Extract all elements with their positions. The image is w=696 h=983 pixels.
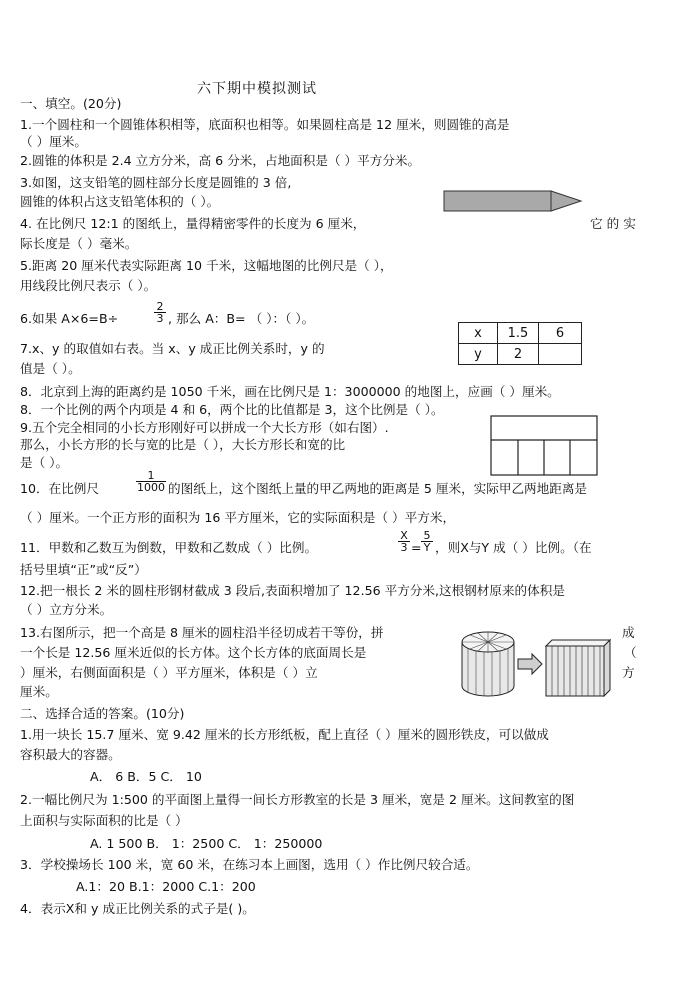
section-heading: 一、填空。(20分) [20, 96, 122, 111]
pencil-cylinder [444, 191, 551, 211]
question-line: 际长度是（ ）毫米。 [20, 236, 138, 251]
option-line: A． 6 B．5 C． 10 [90, 769, 202, 784]
question-line: ）厘米，右侧面面积是（ ）平方厘米，体积是（ ）立 [20, 665, 318, 680]
question-line: 那么，小长方形的长与宽的比是（ ），大长方形长和宽的比 [20, 437, 346, 452]
section-heading: 二、选择合适的答案。(10分) [20, 706, 185, 721]
option-line: A. 1 500 B． 1：2500 C． 1：250000 [90, 836, 323, 851]
question-line: 9.五个完全相同的小长方形刚好可以拼成一个大长方形（如右图）. [20, 420, 389, 435]
table-cell: y [459, 344, 498, 365]
question-line: 8．北京到上海的距离约是 1050 千米，画在比例尺是 1：3000000 的地图上，应画（ ）厘米。 [20, 384, 560, 399]
question-line: 圆锥的体积占这支铅笔体积的（ ）。 [20, 194, 220, 209]
question-line: 它 的 实 [590, 216, 636, 231]
option-line: A.1：20 B.1：2000 C.1：200 [76, 879, 256, 894]
fraction-numerator: X [400, 529, 408, 542]
question-line: （ [624, 645, 637, 660]
question-line: 10．在比例尺 [20, 481, 99, 496]
cylinder-cuboid-figure [460, 626, 620, 704]
fraction-x3 [398, 530, 410, 553]
question-line: 是（ ）。 [20, 455, 69, 470]
question-line: 2.一幅比例尺为 1:500 的平面图上量得一间长方形教室的长是 3 厘米，宽是 2 厘米。这间教室的图 [20, 792, 575, 807]
question-line: 3.如图，这支铅笔的圆柱部分长度是圆锥的 3 倍, [20, 175, 292, 190]
question-line: 容积最大的容器。 [20, 747, 121, 762]
rectangles-figure [490, 415, 598, 477]
fraction-denominator: 3 [154, 312, 166, 324]
equals-sign: = [411, 540, 422, 555]
table-cell: 6 [539, 323, 582, 344]
question-line: 厘米。 [20, 684, 58, 699]
question-line: 一个长是 12.56 厘米近似的长方体。这个长方体的底面周长是 [20, 645, 367, 660]
question-line: （ ）厘米。一个正方形的面积为 16 平方厘米，它的实际面积是（ ）平方米， [20, 510, 456, 525]
fraction-numerator: 2 [156, 300, 164, 313]
question-line: 4．表示X和 y 成正比例关系的式子是( )。 [20, 901, 255, 916]
fraction-numerator: 1 [147, 469, 155, 482]
question-line: （ ）厘米。 [20, 134, 87, 149]
fraction-q10 [136, 470, 166, 493]
question-line: 5.距离 20 厘米代表实际距离 10 千米，这幅地图的比例尺是（ ）， [20, 258, 393, 273]
pencil-figure [443, 189, 583, 213]
question-line: 1.一个圆柱和一个圆锥体积相等，底面积也相等。如果圆柱高是 12 厘米，则圆锥的高是 [20, 117, 510, 132]
question-line: , 那么 A：B= （ ）：（ ）。 [168, 311, 315, 326]
question-line: 4. 在比例尺 12:1 的图纸上，量得精密零件的长度为 6 厘米， [20, 216, 366, 231]
fraction-q6 [154, 301, 166, 324]
question-line: 13.右图所示，把一个高是 8 厘米的圆柱沿半径切成若干等份，拼 [20, 625, 384, 640]
question-line: 用线段比例尺表示（ ）。 [20, 278, 157, 293]
fraction-denominator: 1000 [137, 481, 165, 494]
xy-table [458, 322, 582, 365]
page-title: 六下期中模拟测试 [197, 81, 317, 97]
question-line: 12.把一根长 2 米的圆柱形钢材截成 3 段后,表面积增加了 12.56 平方分米,这根钢材原来的体积是 [20, 583, 565, 598]
question-line: （ ）立方分米。 [20, 602, 113, 617]
table-cell: 2 [498, 344, 539, 365]
pencil-cone [551, 191, 581, 211]
question-line: 7.x、y 的取值如右表。当 x、y 成正比例关系时，y 的 [20, 341, 325, 356]
question-line: 11．甲数和乙数互为倒数，甲数和乙数成（ ）比例。 [20, 540, 318, 555]
cylinder-shape [462, 632, 514, 696]
question-line: 上面积与实际面积的比是（ ） [20, 813, 188, 828]
table-cell: x [459, 323, 498, 344]
question-line: 1.用一块长 15.7 厘米、宽 9.42 厘米的长方形纸板，配上直径（ ）厘米的圆形铁皮，可以做成 [20, 727, 549, 742]
fraction-denominator: Y [421, 541, 433, 553]
question-line: 括号里填“正”或“反”） [20, 562, 147, 577]
fraction-5y [421, 530, 433, 553]
question-line: 成 [622, 625, 635, 640]
question-line: 6.如果 A×6=B÷ [20, 311, 119, 326]
cuboid-shape [546, 640, 610, 696]
arrow-icon [518, 654, 542, 674]
question-line: 8．一个比例的两个内项是 4 和 6，两个比的比值都是 3，这个比例是（ ）。 [20, 402, 444, 417]
table-cell: 1.5 [498, 323, 539, 344]
fraction-numerator: 5 [423, 529, 431, 542]
question-line: 3．学校操场长 100 米，宽 60 米，在练习本上画图，选用（ ）作比例尺较合适。 [20, 857, 479, 872]
fraction-denominator: 3 [398, 541, 410, 553]
table-cell [539, 344, 582, 365]
question-line: 2.圆锥的体积是 2.4 立方分米，高 6 分米，占地面积是（ ）平方分米。 [20, 153, 421, 168]
question-line: 值是（ ）。 [20, 361, 81, 376]
question-line: ，则X与Y 成（ ）比例。（在 [435, 540, 592, 555]
question-line: 方 [622, 665, 635, 680]
question-line: 的图纸上，这个图纸上量的甲乙两地的距离是 5 厘米，实际甲乙两地距离是 [168, 481, 588, 496]
